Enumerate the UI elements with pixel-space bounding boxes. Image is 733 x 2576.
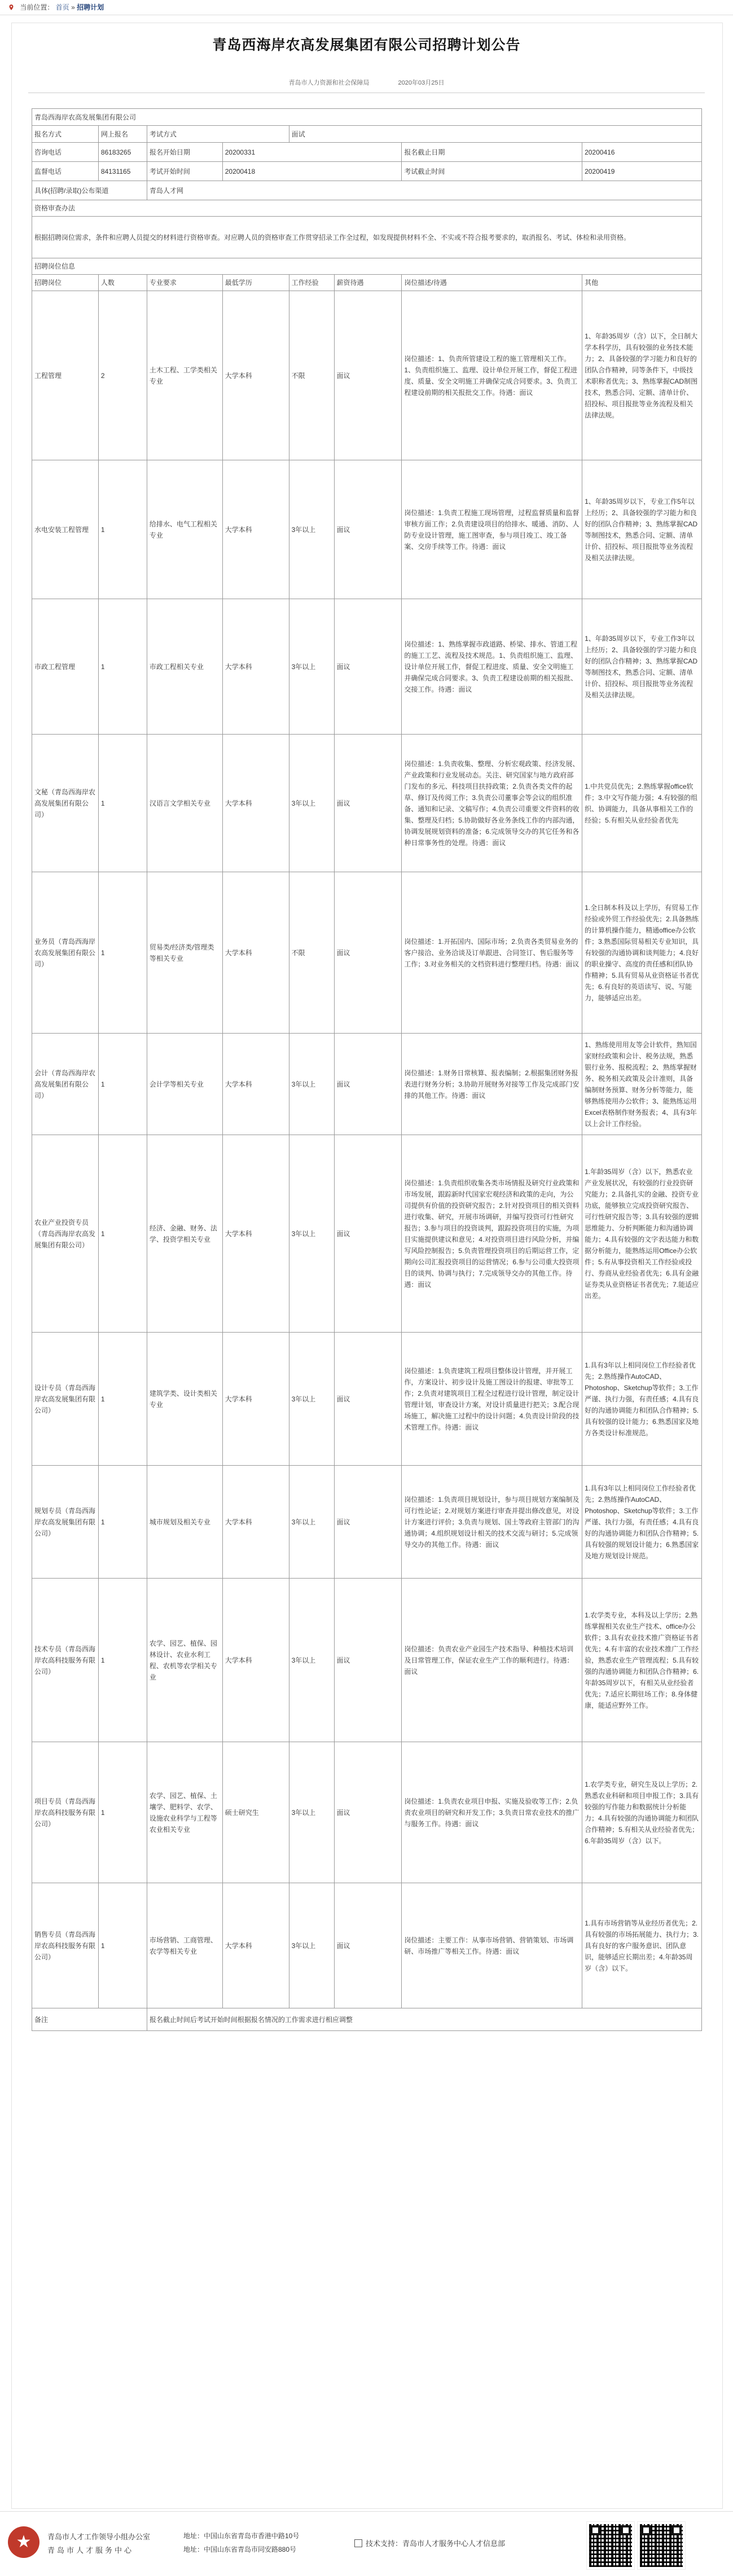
major-requirement: 贸易类/经济类/管理类等相关专业 bbox=[147, 872, 222, 1034]
job-description: 岗位描述：1.开拓国内、国际市场；2.负责各类贸易业务的客户接洽、业务洽谈及订单跟进、合同签订、售后服务等工作；3.对业务相关的文档资料进行整理归档。待遇：面议 bbox=[402, 872, 582, 1034]
salary: 面议 bbox=[334, 599, 402, 735]
job-description: 岗位描述：1.负责农业项目申报、实施及验收等工作；2.负责农业项目的研究和开发工作；3.负责日常农业技术的推广与服务工作。待遇：面议 bbox=[402, 1742, 582, 1883]
footer-support bbox=[354, 2538, 505, 2548]
salary: 面议 bbox=[334, 735, 402, 872]
label-cell: 监督电话 bbox=[32, 162, 99, 181]
footer-org2: 青岛市人才服务中心 bbox=[47, 2546, 134, 2555]
site-footer bbox=[0, 2511, 733, 2576]
salary: 面议 bbox=[334, 1579, 402, 1742]
education: 大学本科 bbox=[222, 1034, 289, 1135]
table-row bbox=[32, 162, 702, 181]
label-cell: 报名方式 bbox=[32, 126, 99, 143]
major-requirement: 市政工程相关专业 bbox=[147, 599, 222, 735]
position-name: 工程管理 bbox=[32, 291, 99, 460]
job-description: 岗位描述：1.负责收集、整理、分析宏观政策、经济发展、产业政策和行业发展动态。关注、研究国家与地方政府部门发布的多元、科技项目扶持政策；2.负责各类文件的起草、修订及传阅工作；3.负责公司董事会等会议的组织准备、通知和记录、文稿写作；4.负责公司重要文件资料的收集、整理及归档；5.协助做好各业务条线工作的内部沟通，协调发展规划资料的准备；6.完成领导交办的其它任务和各种日常事务性的处理。待遇：面议 bbox=[402, 735, 582, 872]
position-row bbox=[32, 1466, 702, 1579]
experience: 不限 bbox=[289, 291, 334, 460]
intro-row bbox=[32, 217, 702, 258]
headcount: 1 bbox=[98, 872, 147, 1034]
position-row bbox=[32, 460, 702, 599]
label-cell: 考试截止时间 bbox=[402, 162, 582, 181]
major-requirement: 农学、园艺、植保、园林设计、农业水利工程、农机等农学相关专业 bbox=[147, 1579, 222, 1742]
channel-value: 青岛人才网 bbox=[147, 181, 701, 200]
qr-code-icon bbox=[638, 2522, 685, 2569]
headcount: 1 bbox=[98, 1034, 147, 1135]
experience: 3年以上 bbox=[289, 1883, 334, 2008]
other-requirements: 1、年龄35周岁以下，专业工作3年以上经历；2、具备较强的学习能力和良好的团队合作精神；3、熟练掌握CAD等制图技术，熟悉合同、定额、清单计价、招投标、项目报批等业务流程及相关法律法规。 bbox=[582, 599, 702, 735]
position-name: 业务员（青岛西海岸农高发展集团有限公司） bbox=[32, 872, 99, 1034]
column-header: 招聘岗位 bbox=[32, 275, 99, 291]
major-requirement: 会计学等相关专业 bbox=[147, 1034, 222, 1135]
column-header: 最低学历 bbox=[222, 275, 289, 291]
column-header: 专业要求 bbox=[147, 275, 222, 291]
headcount: 1 bbox=[98, 1333, 147, 1466]
education: 大学本科 bbox=[222, 872, 289, 1034]
job-description: 岗位描述：1.负责组织收集各类市场情报及研究行业政策和市场发展，跟踪新时代国家宏观经济和政策的走向，为公司提供有价值的投资研究报告；2.针对投资项目的相关资料进行收集、研究，开展市场调研，并编写投资可行性研究报告；3.参与项目的投资谈判，跟踪投资项目的实施，为项目实施提供建议和意见；4.对投资项目进行风险分析，并编写风险控制报告；5.负责管理投资项目的后期运营工作，定期向公司汇报投资项目的运营情况；6.参与公司重大投资项目的谈判、协调与执行；7.完成领导交办的其他工作。待遇：面议 bbox=[402, 1135, 582, 1333]
experience: 3年以上 bbox=[289, 1333, 334, 1466]
education: 大学本科 bbox=[222, 1333, 289, 1466]
salary: 面议 bbox=[334, 1135, 402, 1333]
value-cell: 20200416 bbox=[582, 143, 702, 162]
value-cell: 20200331 bbox=[222, 143, 402, 162]
support-icon bbox=[354, 2539, 362, 2547]
position-name: 文秘（青岛西海岸农高发展集团有限公司） bbox=[32, 735, 99, 872]
breadcrumb bbox=[0, 0, 733, 15]
major-requirement: 农学、园艺、植保、土壤学、肥料学、农学、设施农业科学与工程等农业相关专业 bbox=[147, 1742, 222, 1883]
education: 大学本科 bbox=[222, 1466, 289, 1579]
table-row bbox=[32, 126, 702, 143]
job-description: 岗位描述：1、熟练掌握市政道路、桥梁、排水、管道工程的施工工艺、流程及技术规范。1、负责组织施工、监理、设计单位开展工作，督促工程进度、质量、安全文明施工并确保完成合同要求。3、负责工程建设前期的相关报批、交接工作。待遇：面议 bbox=[402, 599, 582, 735]
value-cell: 20200418 bbox=[222, 162, 402, 181]
position-row bbox=[32, 1135, 702, 1333]
position-row bbox=[32, 872, 702, 1034]
header-row bbox=[32, 275, 702, 291]
experience: 3年以上 bbox=[289, 1579, 334, 1742]
column-header: 其他 bbox=[582, 275, 702, 291]
education: 大学本科 bbox=[222, 1883, 289, 2008]
other-requirements: 1.年龄35周岁（含）以下，熟悉农业产业发展状况，有较强的行业投资研究能力；2.具备扎实的金融、投资专业功底，能够独立完成投资研究报告、可行性研究报告等；3.具有较强的逻辑思维能力、分析判断能力和沟通协调能力；4.具有较强的文字表达能力和数据分析能力，能熟练运用Office办公软件；5.有从事投资相关工作经验或投行、券商从业经验者优先；6.具有金融证券类从业资格证书者优先；7.能适应出差。 bbox=[582, 1135, 702, 1333]
section-label: 资格审查办法 bbox=[32, 200, 702, 217]
breadcrumb-separator: » bbox=[71, 3, 75, 11]
value-cell: 86183265 bbox=[98, 143, 147, 162]
major-requirement: 城市规划及相关专业 bbox=[147, 1466, 222, 1579]
education: 大学本科 bbox=[222, 599, 289, 735]
salary: 面议 bbox=[334, 291, 402, 460]
label-cell: 考试开始时间 bbox=[147, 162, 222, 181]
headcount: 1 bbox=[98, 1742, 147, 1883]
position-row bbox=[32, 1742, 702, 1883]
footer-address-2: 地址：中国山东省青岛市同安路880号 bbox=[183, 2546, 297, 2553]
unit-name-row bbox=[32, 109, 702, 126]
position-row bbox=[32, 1333, 702, 1466]
footer-address-1: 地址：中国山东省青岛市香港中路10号 bbox=[183, 2532, 300, 2540]
experience: 3年以上 bbox=[289, 599, 334, 735]
label-cell: 咨询电话 bbox=[32, 143, 99, 162]
footer-org: 青岛市人才工作领导小组办公室 bbox=[47, 2533, 151, 2541]
column-header: 岗位描述/待遇 bbox=[402, 275, 582, 291]
job-description: 岗位描述：1.负责建筑工程项目整体设计管理，并开展工作，方案设计、初步设计及施工图设计的报建、审批等工作；2.负责对建筑项目工程全过程进行设计管理，制定设计管理计划，审查设计方案，对设计质量进行把关；3.配合现场施工，解决施工过程中的设计问题；4.负责设计阶段的技术管理工作。待遇：面议 bbox=[402, 1333, 582, 1466]
position-name: 设计专员（青岛西海岸农高发展集团有限公司） bbox=[32, 1333, 99, 1466]
position-name: 市政工程管理 bbox=[32, 599, 99, 735]
salary: 面议 bbox=[334, 1742, 402, 1883]
other-requirements: 1、年龄35周岁以下，专业工作5年以上经历；2、具备较强的学习能力和良好的团队合作精神；3、熟练掌握CAD等制图技术，熟悉合同、定额、清单计价、招投标、项目报批等业务流程及相关法律法规。 bbox=[582, 460, 702, 599]
job-description: 岗位描述：1.财务日常核算、报表编制；2.根据集团财务报表进行财务分析；3.协助开展财务对接等工作及完成部门安排的其他工作。待遇：面议 bbox=[402, 1034, 582, 1135]
other-requirements: 1.中共党员优先；2.熟练掌握office软件；3.中文写作能力强；4.有较强的组织、协调能力，具备从事相关工作的经验；5.有相关从业经验者优先 bbox=[582, 735, 702, 872]
qr-code-icon bbox=[587, 2522, 634, 2569]
education: 大学本科 bbox=[222, 291, 289, 460]
headcount: 1 bbox=[98, 735, 147, 872]
location-icon bbox=[8, 4, 15, 11]
page-title: 青岛西海岸农高发展集团有限公司招聘计划公告 bbox=[212, 38, 521, 53]
footer-support-text: 技术支持：青岛市人才服务中心人才信息部 bbox=[366, 2539, 506, 2548]
remark-value: 报名截止时间后考试开始时间根据报名情况的工作需求进行相应调整 bbox=[147, 2008, 701, 2031]
education: 大学本科 bbox=[222, 1579, 289, 1742]
major-requirement: 市场营销、工商管理、农学等相关专业 bbox=[147, 1883, 222, 2008]
position-name: 水电安装工程管理 bbox=[32, 460, 99, 599]
unit-name: 青岛西海岸农高发展集团有限公司 bbox=[32, 109, 702, 126]
table-row bbox=[32, 143, 702, 162]
salary: 面议 bbox=[334, 872, 402, 1034]
major-requirement: 汉语言文学相关专业 bbox=[147, 735, 222, 872]
headcount: 1 bbox=[98, 1135, 147, 1333]
label-cell: 报名开始日期 bbox=[147, 143, 222, 162]
job-description: 岗位描述：主要工作：从事市场营销、营销策划、市场调研、市场推广等相关工作。待遇：面议 bbox=[402, 1883, 582, 2008]
recruitment-table bbox=[32, 108, 702, 2031]
position-name: 项目专员（青岛西海岸农高科技服务有限公司） bbox=[32, 1742, 99, 1883]
intro-text: 根据招聘岗位需求，条件和应聘人员提交的材料进行资格审查。对应聘人员的资格审查工作贯穿招录工作全过程，如发现提供材料不全、不实或不符合报考要求的，取消报名、考试、体检和录用资格。 bbox=[32, 217, 702, 258]
experience: 3年以上 bbox=[289, 460, 334, 599]
major-requirement: 经济、金融、财务、法学、投资学相关专业 bbox=[147, 1135, 222, 1333]
other-requirements: 1、年龄35周岁（含）以下，全日制大学本科学历，具有较强的业务技术能力；2、具备较强的学习能力和良好的团队合作精神，同等条件下，中级技术职称者优先；3、熟练掌握CAD制图技术，熟悉合同、定额、清单计价、招投标、项目报批等业务流程及相关法律法规。 bbox=[582, 291, 702, 460]
position-row bbox=[32, 291, 702, 460]
position-name: 农业产业投资专员（青岛西海岸农高发展集团有限公司） bbox=[32, 1135, 99, 1333]
label-cell: 报名截止日期 bbox=[402, 143, 582, 162]
value-cell: 20200419 bbox=[582, 162, 702, 181]
headcount: 1 bbox=[98, 1579, 147, 1742]
headcount: 1 bbox=[98, 599, 147, 735]
education: 硕士研究生 bbox=[222, 1742, 289, 1883]
position-name: 销售专员（青岛西海岸农高科技服务有限公司） bbox=[32, 1883, 99, 2008]
breadcrumb-prefix: 当前位置： bbox=[20, 3, 54, 11]
headcount: 1 bbox=[98, 1883, 147, 2008]
label-cell: 考试方式 bbox=[147, 126, 289, 143]
article-date: 2020年03月25日 bbox=[398, 80, 445, 86]
other-requirements: 1.具有3年以上相同岗位工作经验者优先；2.熟练操作AutoCAD、Photoshop、Sketchup等软件；3.工作严谨、执行力强，有责任感；4.具有良好的沟通协调能力和团队合作精神；5.具有较强的设计能力；6.熟悉国家及地方各类设计标准规范。 bbox=[582, 1333, 702, 1466]
headcount: 1 bbox=[98, 460, 147, 599]
job-description: 岗位描述：负责农业产业园生产技术指导、种植技术培训及日常管理工作，保证农业生产工作的顺利进行。待遇：面议 bbox=[402, 1579, 582, 1742]
other-requirements: 1.全日制本科及以上学历，有贸易工作经验或外贸工作经验优先；2.具备熟练的计算机操作能力，精通office办公软件；3.熟悉国际贸易相关专业知识，具有较强的沟通协调和谈判能力；4.良好的职业操守、高度的责任感和团队协作精神；5.具有贸易从业资格证书者优先；6.有良好的英语读写、说、写能力，能够适应出差。 bbox=[582, 872, 702, 1034]
salary: 面议 bbox=[334, 1883, 402, 2008]
breadcrumb-home-link[interactable]: 首页 bbox=[55, 3, 69, 11]
headcount: 1 bbox=[98, 1466, 147, 1579]
column-header: 工作经验 bbox=[289, 275, 334, 291]
article-source: 青岛市人力资源和社会保障局 bbox=[288, 80, 370, 86]
value-cell: 84131165 bbox=[98, 162, 147, 181]
other-requirements: 1.农学类专业，研究生及以上学历；2.熟悉农业科研和项目申报工作；3.具有较强的写作能力和数据统计分析能力；4.具有较强的沟通协调能力和团队合作精神；5.有相关从业经验者优先；6.年龄35周岁（含）以下。 bbox=[582, 1742, 702, 1883]
position-row bbox=[32, 1034, 702, 1135]
channel-row bbox=[32, 181, 702, 200]
other-requirements: 1、熟练使用用友等会计软件，熟知国家财经政策和会计、税务法规，熟悉银行业务、报税流程；2、熟练掌握财务、税务相关政策及会计准则，具备编制财务预算、财务分析等能力，能够熟练使用办公软件；3、能熟练运用Excel表格制作财务报表；4、具有3年以上会计工作经验。 bbox=[582, 1034, 702, 1135]
experience: 3年以上 bbox=[289, 1034, 334, 1135]
salary: 面议 bbox=[334, 1466, 402, 1579]
major-requirement: 建筑学类、设计类相关专业 bbox=[147, 1333, 222, 1466]
section-row bbox=[32, 258, 702, 275]
position-row bbox=[32, 599, 702, 735]
experience: 3年以上 bbox=[289, 1742, 334, 1883]
position-name: 规划专员（青岛西海岸农高发展集团有限公司） bbox=[32, 1466, 99, 1579]
section-label: 招聘岗位信息 bbox=[32, 258, 702, 275]
experience: 不限 bbox=[289, 872, 334, 1034]
experience: 3年以上 bbox=[289, 735, 334, 872]
position-row bbox=[32, 1579, 702, 1742]
section-row bbox=[32, 200, 702, 217]
other-requirements: 1.农学类专业，本科及以上学历；2.熟练掌握相关农业生产技术、office办公软件；3.具有农业技术推广资格证书者优先；4.有丰富的农业技术推广工作经验，熟悉农业生产管理流程；5.具有较强的沟通协调能力和团队合作精神；6.年龄35周岁以下，有相关从业经验者优先；7.适应长期驻场工作；8.身体健康，能适应野外工作。 bbox=[582, 1579, 702, 1742]
channel-label: 具体(招聘/录取)公布渠道 bbox=[32, 181, 147, 200]
other-requirements: 1.具有市场营销等从业经历者优先；2.具有较强的市场拓展能力、执行力；3.具有良好的客户服务意识、团队意识，能够适应长期出差；4.年龄35周岁（含）以下。 bbox=[582, 1883, 702, 2008]
job-description: 岗位描述：1.负责工程施工现场管理，过程监督质量和监督审核方面工作；2.负责建设项目的给排水、暖通、消防、人防专业设计管理，施工图审查，参与项目竣工、竣工备案、交房手续等工作。待遇：面议 bbox=[402, 460, 582, 599]
article bbox=[28, 34, 705, 93]
emblem-logo: ★ bbox=[8, 2526, 39, 2558]
major-requirement: 给排水、电气工程相关专业 bbox=[147, 460, 222, 599]
position-row bbox=[32, 1883, 702, 2008]
salary: 面议 bbox=[334, 460, 402, 599]
breadcrumb-current: 招聘计划 bbox=[77, 3, 104, 11]
position-name: 技术专员（青岛西海岸农高科技服务有限公司） bbox=[32, 1579, 99, 1742]
column-header: 人数 bbox=[98, 275, 147, 291]
headcount: 2 bbox=[98, 291, 147, 460]
position-name: 会计（青岛西海岸农高发展集团有限公司） bbox=[32, 1034, 99, 1135]
education: 大学本科 bbox=[222, 735, 289, 872]
salary: 面议 bbox=[334, 1333, 402, 1466]
job-description: 岗位描述：1、负责所管建设工程的施工管理相关工作。1、负责组织施工、监理、设计单位开展工作，督促工程进度、质量、安全文明施工并确保完成合同要求。3、负责工程建设前期的相关报批交工作。待遇：面议 bbox=[402, 291, 582, 460]
experience: 3年以上 bbox=[289, 1466, 334, 1579]
salary: 面议 bbox=[334, 1034, 402, 1135]
job-description: 岗位描述：1.负责项目规划设计，参与项目规划方案编制及可行性论证；2.对规划方案进行审查并提出修改意见，对设计方案进行评价；3.负责与规划、国土等政府主管部门的沟通协调；4.组织规划设计相关的技术交流与研讨；5.完成领导交办的其他工作。待遇：面议 bbox=[402, 1466, 582, 1579]
experience: 3年以上 bbox=[289, 1135, 334, 1333]
remark-label: 备注 bbox=[32, 2008, 147, 2031]
position-row bbox=[32, 735, 702, 872]
remark-row bbox=[32, 2008, 702, 2031]
article-meta bbox=[28, 78, 705, 87]
major-requirement: 土木工程、工学类相关专业 bbox=[147, 291, 222, 460]
other-requirements: 1.具有3年以上相同岗位工作经验者优先；2.熟练操作AutoCAD、Photoshop、Sketchup等软件；3.工作严谨、执行力强，有责任感；4.具有良好的沟通协调能力和团队合作精神；5.具有较强的规划设计能力；6.熟悉国家及地方规划设计规范。 bbox=[582, 1466, 702, 1579]
education: 大学本科 bbox=[222, 1135, 289, 1333]
column-header: 薪资待遇 bbox=[334, 275, 402, 291]
value-cell: 面试 bbox=[289, 126, 701, 143]
value-cell: 网上报名 bbox=[98, 126, 147, 143]
education: 大学本科 bbox=[222, 460, 289, 599]
